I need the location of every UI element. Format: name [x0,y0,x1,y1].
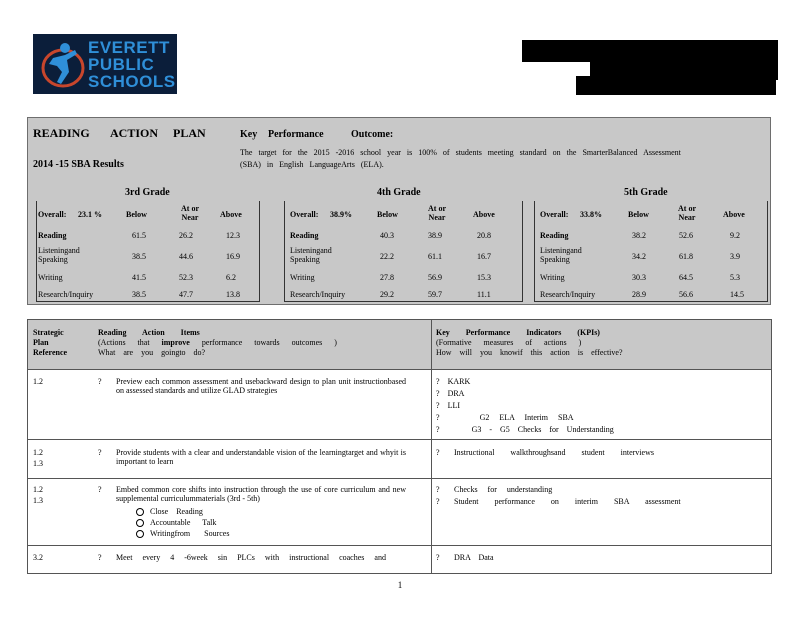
header-kpi-title: Key Performance Indicators (KPIs) [436,328,600,337]
kpo-word: Outcome: [351,129,394,140]
row-label: Writing [290,273,315,282]
kpi-item: Student performance on interim SBA assessment [454,497,681,506]
table-row [28,440,771,478]
cell: 61.5 [132,231,146,240]
circle-bullet-icon [136,519,144,527]
kpi-item: G2 ELA Interim SBA [479,413,574,422]
col-header: Above [473,210,495,219]
ref: 1.2 [33,448,43,457]
action-text: Provide students with a clear and understandable vision of the learningtarget and whyit is important to learn [116,448,406,466]
ref: 3.2 [33,553,43,562]
cell: 61.1 [428,252,442,261]
bullet: ? [98,377,102,386]
grade-3-block [28,186,268,304]
cell: 56.6 [679,290,693,299]
action-items-table [27,319,772,574]
cell: 15.3 [477,273,491,282]
bullet: ? [98,448,102,457]
cell: 9.2 [730,231,740,240]
row-label: Writing [38,273,63,282]
col-header: At or Near [428,204,446,222]
cell: 29.2 [380,290,394,299]
cell: 26.2 [179,231,193,240]
table-header [28,320,771,370]
cell: 22.2 [380,252,394,261]
header-ref: Strategic [33,328,64,337]
table-row [28,546,771,573]
cell: 40.3 [380,231,394,240]
kpo-word: Performance [268,129,324,140]
grade-title: 4th Grade [377,187,421,198]
row-label: Listeningand Speaking [540,246,582,264]
row-label: Writing [540,273,565,282]
row-label: Research/Inquiry [38,290,94,299]
overall-label: Overall: [38,210,67,219]
header-items-sub1: (Actions that improve performance towards outcomes ) [98,338,337,347]
cell: 14.5 [730,290,744,299]
title-word: READING [33,126,90,140]
circle-bullet-icon [136,508,144,516]
ref: 1.3 [33,496,43,505]
table-row [28,479,771,545]
cell: 5.3 [730,273,740,282]
cell: 52.3 [179,273,193,282]
bullet: ? [436,497,440,506]
sub-item: Writingfrom Sources [150,529,230,538]
cell: 27.8 [380,273,394,282]
results-label: 2014 -15 SBA Results [33,159,124,170]
page-number: 1 [397,580,403,590]
cell: 13.8 [226,290,240,299]
row-label: Research/Inquiry [540,290,596,299]
row-label: Listeningand Speaking [38,246,80,264]
sub-item-list [136,507,229,540]
cell: 16.7 [477,252,491,261]
overall-value: 33.8% [580,210,602,219]
bullet: ? [98,553,102,562]
row-label: Reading [290,231,319,240]
header-items-sub2: What are you goingto do? [98,348,206,357]
ref: 1.2 [33,485,43,494]
col-header: At or Near [678,204,696,222]
col-header: Above [220,210,242,219]
action-text: Meet every 4 -6week sin PLCs with instructional coaches and [116,553,386,562]
target-line-1: The target for the 2015 -2016 school year is 100% of students meeting standard on the SmarterBalanced Assessment [240,148,681,157]
row-label: Research/Inquiry [290,290,346,299]
ref: 1.2 [33,377,43,386]
runner-globe-icon [39,38,87,90]
cell: 6.2 [226,273,236,282]
col-header: Below [628,210,649,219]
header-ref: Reference [33,348,68,357]
cell: 41.5 [132,273,146,282]
grade-title: 5th Grade [624,187,668,198]
cell: 38.2 [632,231,646,240]
title-word: ACTION [110,126,159,140]
row-label: Reading [38,231,67,240]
row-label: Listeningand Speaking [290,246,332,264]
cell: 20.8 [477,231,491,240]
overall-label: Overall: [290,210,319,219]
cell: 38.5 [132,290,146,299]
results-panel [27,117,771,305]
bullet: ? [98,485,102,494]
target-line-2: (SBA) in English LanguageArts (ELA). [240,160,384,169]
kpi-item: DRA [447,389,465,398]
kpi-item: LLI [447,401,460,410]
col-header: At or Near [181,204,199,222]
action-text: Embed common core shifts into instruction through the use of core curriculum and new supplemental curriculummaterials (3rd - 5th) [116,485,406,503]
cell: 28.9 [632,290,646,299]
bullet: ? [436,485,440,494]
cell: 61.8 [679,252,693,261]
cell: 3.9 [730,252,740,261]
header-kpi-sub1: (Formative measures of actions ) [436,338,582,347]
kpo-word: Key [240,129,258,140]
bullet: ? [436,448,440,457]
kpi-item: Instructional walkthroughsand student interviews [454,448,654,457]
cell: 52.6 [679,231,693,240]
grade-4-block [284,186,534,304]
cell: 56.9 [428,273,442,282]
cell: 12.3 [226,231,240,240]
action-text: Preview each common assessment and usebackward design to plan unit instructionbased on assessed standards and utilize GLAD strategies [116,377,406,395]
title-word: PLAN [173,126,206,140]
header-kpi-sub2: How will you knowif this action is effective? [436,348,623,357]
kpi-item: G3 - G5 Checks for Understanding [471,425,614,434]
kpi-item: DRA Data [454,553,494,562]
kpi-list: ? KARK ? DRA ? LLI ? G2 ELA Interim SBA ? G3 - G5 Checks for Understanding [436,377,614,434]
redacted-block [576,76,776,95]
cell: 16.9 [226,252,240,261]
col-header: Below [126,210,147,219]
overall-value: 38.9% [330,210,352,219]
cell: 30.3 [632,273,646,282]
logo-text: EVERETT PUBLIC SCHOOLS [88,38,176,91]
overall-value: 23.1 % [78,210,102,219]
ref: 1.3 [33,459,43,468]
header-ref: Plan [33,338,49,347]
kpi-item: KARK [447,377,471,386]
header-items-title: Reading Action Items [98,328,200,337]
grade-title: 3rd Grade [125,187,170,198]
cell: 34.2 [632,252,646,261]
kpi-item: Checks for understanding [454,485,553,494]
cell: 38.5 [132,252,146,261]
cell: 44.6 [179,252,193,261]
row-label: Reading [540,231,569,240]
table-row [28,369,771,439]
cell: 38.9 [428,231,442,240]
circle-bullet-icon [136,530,144,538]
col-header: Below [377,210,398,219]
grade-5-block [534,186,770,304]
sub-item: Accountable Talk [150,518,217,527]
cell: 47.7 [179,290,193,299]
overall-label: Overall: [540,210,569,219]
col-header: Above [723,210,745,219]
district-logo [33,34,177,94]
cell: 11.1 [477,290,491,299]
cell: 64.5 [679,273,693,282]
bullet: ? [436,553,440,562]
cell: 59.7 [428,290,442,299]
sub-item: Close Reading [150,507,203,516]
